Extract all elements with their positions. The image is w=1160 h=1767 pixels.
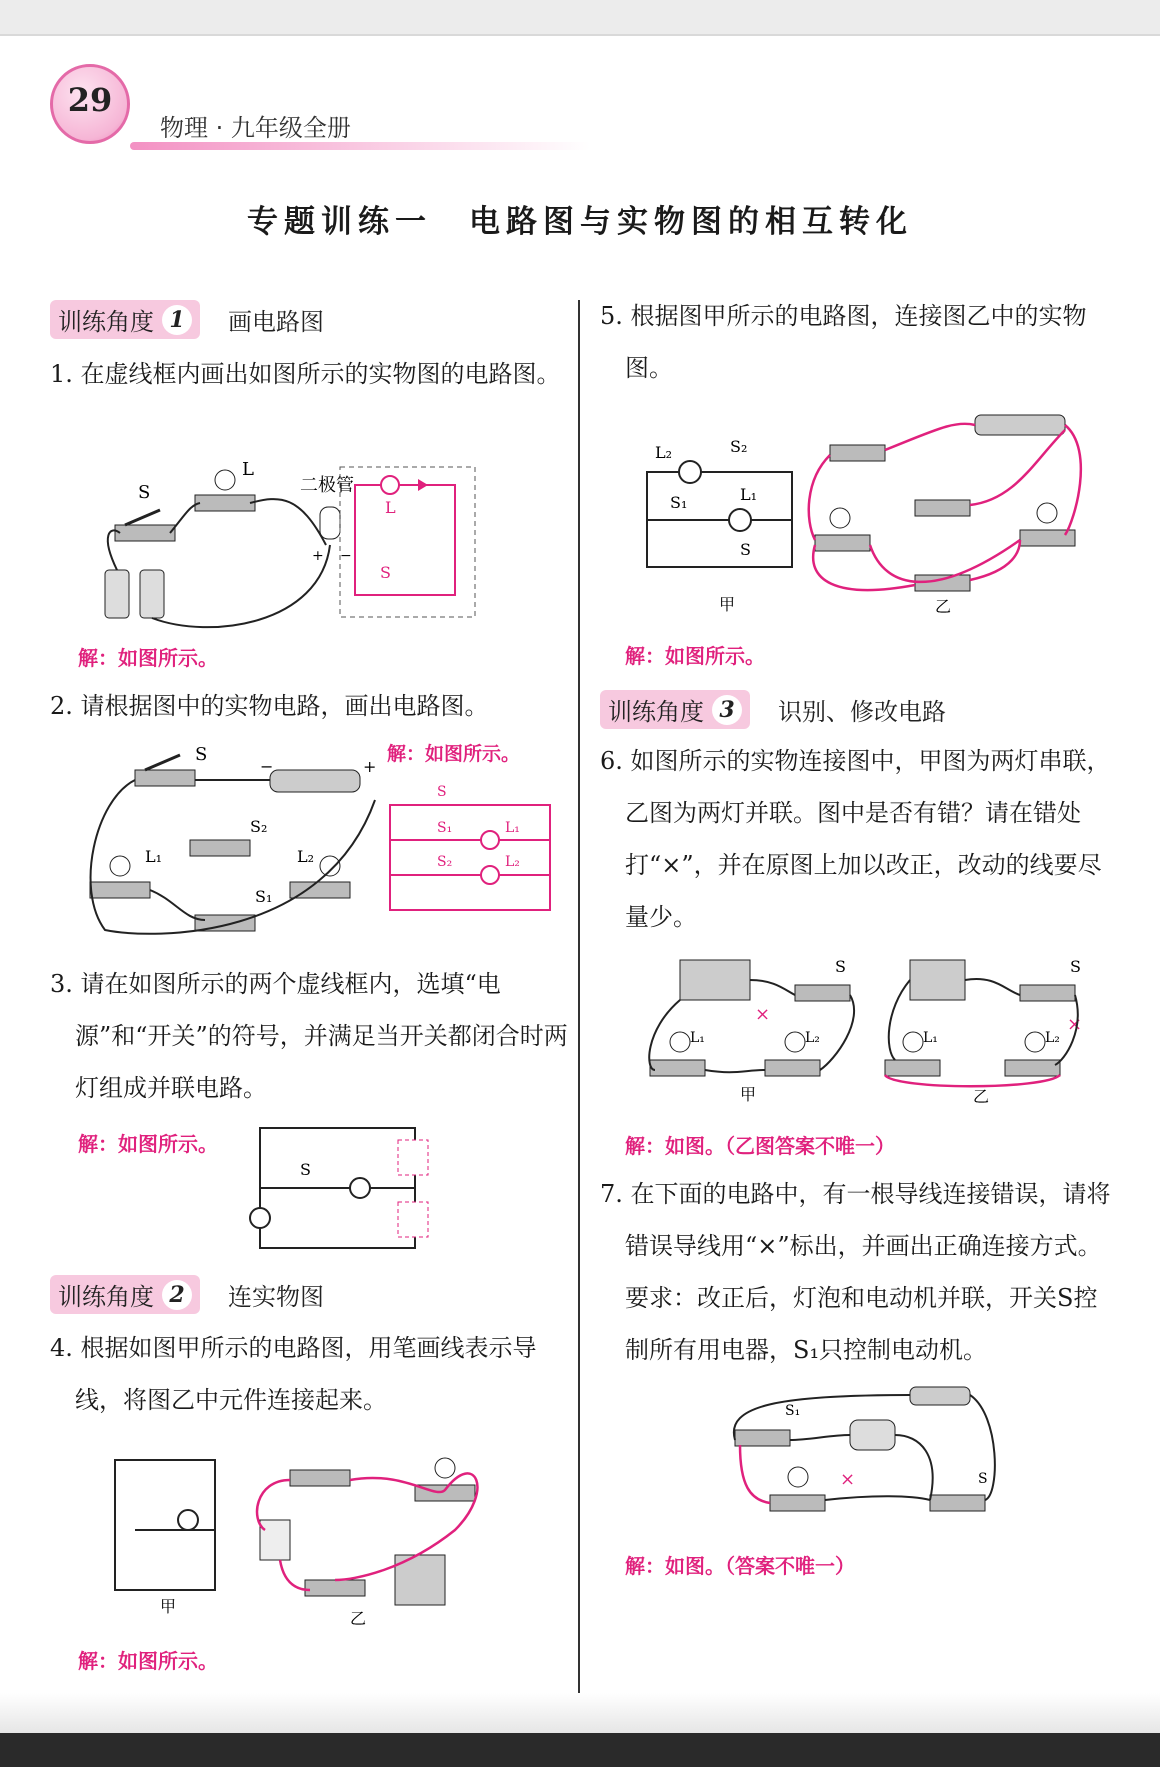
section-number: 3: [712, 695, 742, 725]
answer-box-switch: [398, 1202, 428, 1237]
answer-3: [78, 1128, 228, 1157]
label-s2: S₂: [730, 437, 748, 456]
battery-1: [105, 570, 129, 618]
figure-q3: [240, 1120, 440, 1255]
motor: [850, 1420, 895, 1450]
diode-body: [320, 507, 340, 539]
label-l: L: [242, 459, 254, 480]
label-s1: S₁: [670, 493, 688, 512]
switch-lever: [125, 510, 160, 525]
label-s: S: [138, 482, 151, 503]
question-text: 5. 根据图甲所示的电路图，连接图乙中的实物图。: [600, 302, 1087, 382]
section-2-header-wrap: [50, 1275, 570, 1314]
question-text: 4. 根据如图甲所示的电路图，用笔画线表示导线，将图乙中元件连接起来。: [50, 1334, 537, 1414]
section-3-header: [600, 690, 1120, 729]
left-column: [50, 300, 570, 339]
header-underline: [130, 142, 590, 150]
label-yi: 乙: [350, 1609, 367, 1628]
error-mark-yi: ×: [1067, 1014, 1083, 1035]
section-badge: [600, 690, 750, 729]
answer-text: 解：如图所示。: [78, 646, 218, 670]
answer-label-l1: L₁: [505, 820, 520, 836]
answer-6: [625, 1130, 1145, 1159]
section-title: 连实物图: [228, 1283, 324, 1311]
figure-q2: [75, 740, 565, 945]
label-l1: L₁: [145, 847, 163, 866]
section-title: 识别、修改电路: [778, 698, 946, 726]
diode-symbol: [418, 479, 428, 491]
figure-q1: [90, 455, 540, 630]
answer-text: 解：如图所示。: [78, 1132, 218, 1156]
label-diode: 二极管: [300, 475, 354, 496]
label-minus: −: [340, 548, 352, 564]
answer-label-s: S: [437, 784, 447, 800]
label-yi: 乙: [935, 597, 952, 615]
label-plus: +: [363, 757, 377, 776]
figure-q5: [635, 400, 1095, 615]
answer-label-s2: S₂: [437, 854, 453, 870]
answer-5: [625, 640, 1145, 669]
label-s: S: [978, 1471, 988, 1487]
page-number: 29: [67, 81, 113, 119]
page-title: 专题训练一 电路图与实物图的相互转化: [247, 204, 913, 240]
section-number: 1: [162, 305, 192, 335]
lamp-base: [195, 495, 255, 511]
label-jia: 甲: [160, 1597, 177, 1616]
battery-2: [140, 570, 164, 618]
section-3-header-wrap: [600, 690, 1120, 729]
label-plus: +: [312, 548, 324, 564]
answer-circuit: [390, 805, 550, 910]
label-l2: L₂: [805, 1030, 820, 1046]
label-s2: S₂: [250, 817, 268, 836]
error-mark: ×: [755, 1004, 771, 1025]
section-label: 训练角度: [608, 698, 704, 726]
label-l1: L₁: [690, 1030, 705, 1046]
question-text: 7. 在下面的电路中，有一根导线连接错误，请将错误导线用“×”标出，并画出正确连接方式。要求：改正后，灯泡和电动机并联，开关S控制所有用电器，S₁只控制电动机。: [600, 1180, 1111, 1364]
question-4: [50, 1322, 570, 1426]
label-jia: 甲: [719, 595, 736, 614]
label-s: S: [835, 957, 846, 976]
label-l1: L₁: [740, 485, 758, 504]
question-3: [50, 958, 570, 1114]
answer-label-l2: L₂: [505, 854, 520, 870]
answer-4: [78, 1645, 598, 1674]
question-5: [600, 290, 1115, 394]
section-label: 训练角度: [58, 1283, 154, 1311]
error-mark: ×: [840, 1469, 856, 1490]
answer-1: [78, 642, 598, 671]
section-title: 画电路图: [228, 308, 324, 336]
bottom-bar: [0, 1733, 1160, 1767]
question-text: 6. 如图所示的实物连接图中，甲图为两灯串联，乙图为两灯并联。图中是否有错？请在错处打“×”，并在原图上加以改正，改动的线要尽量少。: [600, 747, 1111, 931]
header-subject: 物理 · 九年级全册: [160, 114, 351, 142]
lamp-symbol: [381, 476, 399, 494]
label-s-answer: S: [380, 563, 391, 582]
label-s-yi: S: [1070, 957, 1081, 976]
figure-q4: [105, 1430, 545, 1630]
answer-text: 解：如图所示。: [387, 743, 521, 765]
answer-7: [625, 1550, 1145, 1579]
section-badge: [50, 1275, 200, 1314]
label-s: S: [195, 744, 208, 765]
section-number: 2: [162, 1280, 192, 1310]
question-6: [600, 735, 1115, 943]
section-2-header: [50, 1275, 570, 1314]
answer-text: 解：如图所示。: [625, 644, 765, 668]
section-1-header: [50, 300, 570, 339]
question-1: [50, 348, 570, 400]
page-bottom-shadow: [0, 1693, 1160, 1733]
question-text: 2. 请根据图中的实物电路，画出电路图。: [50, 692, 489, 720]
question-7: [600, 1168, 1115, 1376]
label-yi: 乙: [973, 1087, 990, 1106]
answer-label-s1: S₁: [437, 820, 453, 836]
switch-base: [115, 525, 175, 541]
lamp-bulb: [215, 470, 235, 490]
label-minus: −: [260, 757, 274, 776]
battery-pack: [270, 770, 360, 792]
label-l2-yi: L₂: [1045, 1030, 1060, 1046]
answer-text: 解：如图所示。: [78, 1649, 218, 1673]
label-l2: L₂: [297, 847, 315, 866]
label-l2: L₂: [655, 443, 673, 462]
question-text: 3. 请在如图所示的两个虚线框内，选填“电源”和“开关”的符号，并满足当开关都闭合时两灯组成并联电路。: [50, 970, 568, 1102]
answer-circuit: [355, 485, 455, 595]
label-l-answer: L: [385, 498, 396, 517]
top-bar: [0, 0, 1160, 36]
label-jia: 甲: [740, 1085, 757, 1104]
label-s1: S₁: [255, 887, 273, 906]
bell: [260, 1520, 290, 1560]
section-label: 训练角度: [58, 308, 154, 336]
question-text: 1. 在虚线框内画出如图所示的实物图的电路图。: [50, 360, 561, 388]
answer-box-battery: [398, 1140, 428, 1175]
column-divider: [578, 300, 580, 1695]
answer-text: 解：如图。（乙图答案不唯一）: [625, 1134, 895, 1158]
figure-q7: [720, 1375, 1020, 1525]
answer-text: 解：如图。（答案不唯一）: [625, 1554, 855, 1578]
figure-q6: [645, 950, 1085, 1110]
page-number-badge: [50, 64, 130, 144]
label-l1-yi: L₁: [923, 1030, 938, 1046]
label-s: S: [740, 540, 751, 559]
question-2: [50, 680, 570, 732]
label-s1: S₁: [785, 1403, 801, 1419]
label-s: S: [300, 1160, 311, 1179]
section-badge: [50, 300, 200, 339]
